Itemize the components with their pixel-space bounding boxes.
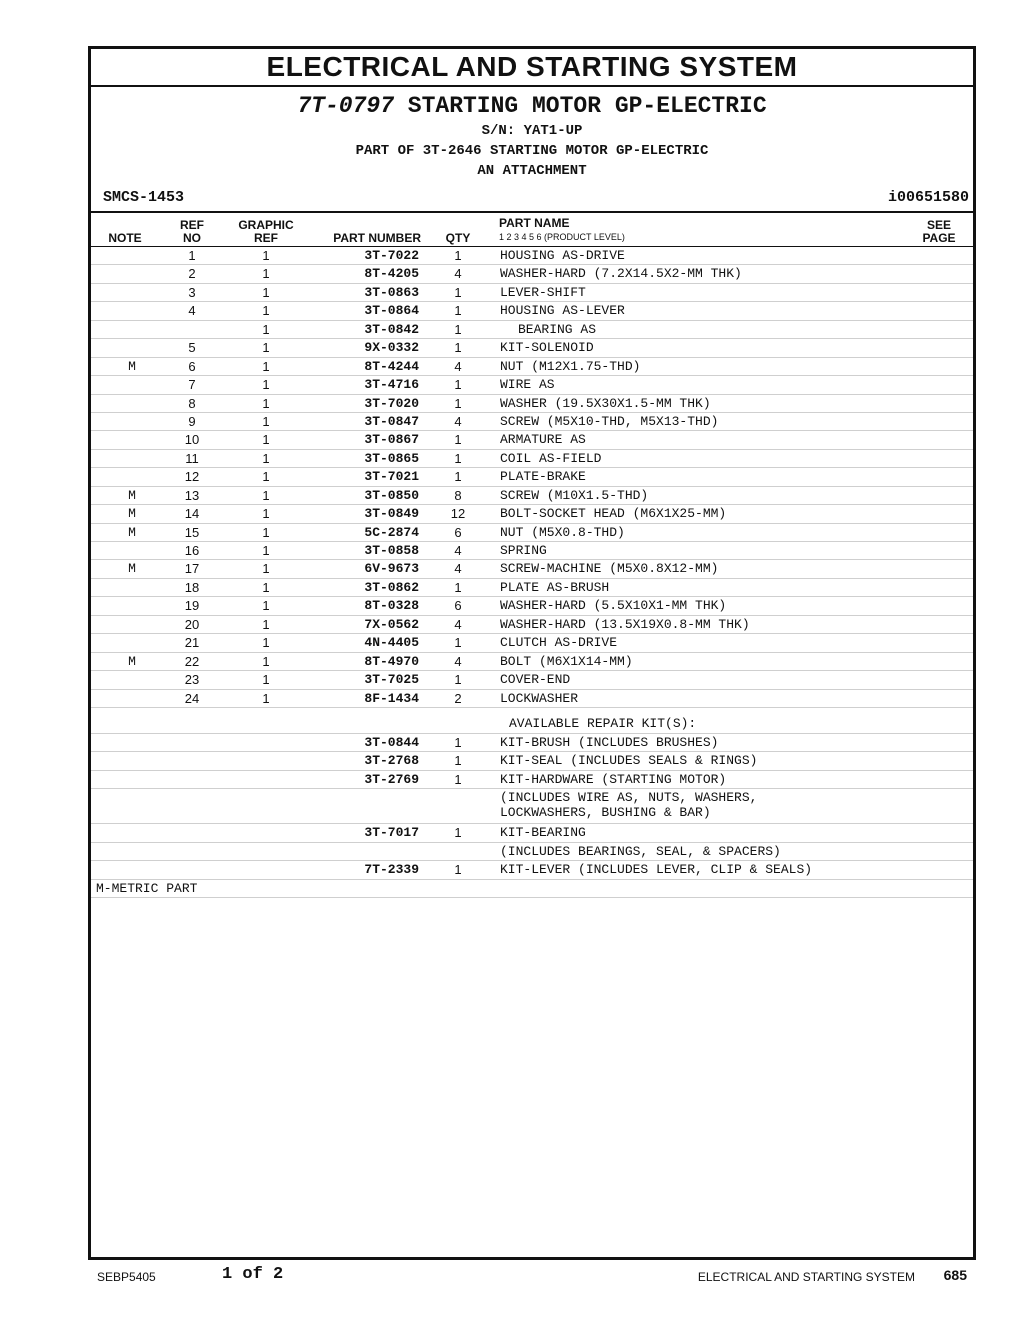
ref-no-cell: 17: [184, 561, 200, 577]
ref-no-cell: 11: [185, 450, 199, 466]
kit-qty-cell: 1: [454, 862, 462, 878]
kit-row: [91, 824, 973, 842]
graphic-ref-cell: 1: [262, 672, 270, 688]
qty-cell: 4: [454, 616, 462, 632]
ref-no-cell: 2: [188, 266, 196, 282]
ref-no-cell: 1: [188, 248, 196, 263]
table-row: [91, 597, 973, 615]
qty-cell: 4: [454, 413, 462, 429]
part-number-cell: 3T-7020: [364, 395, 419, 411]
qty-cell: 4: [454, 358, 462, 374]
kit-row: [91, 789, 973, 824]
kit-row: [91, 771, 973, 789]
part-number-cell: 8T-4244: [364, 358, 419, 374]
table-row: [91, 579, 973, 597]
footer-page-number: 685: [943, 1267, 967, 1283]
part-name-cell: WIRE AS: [500, 377, 555, 393]
part-number-cell: 3T-0850: [364, 487, 419, 503]
table-row: [91, 690, 973, 708]
ref-no-cell: 9: [188, 413, 196, 429]
qty-cell: 1: [454, 450, 462, 466]
ref-no-cell: 7: [188, 377, 196, 393]
ref-no-cell: 5: [188, 340, 196, 356]
graphic-ref-cell: 1: [262, 303, 270, 319]
footer-doc-id: SEBP5405: [97, 1270, 156, 1284]
part-of-line: PART OF 3T-2646 STARTING MOTOR GP-ELECTRIC: [355, 143, 709, 159]
table-row: [91, 671, 973, 689]
part-number-cell: 6V-9673: [364, 561, 419, 577]
qty-cell: 12: [450, 506, 466, 522]
part-number-cell: 3T-4716: [364, 377, 419, 393]
kit-name-cell: KIT-HARDWARE (STARTING MOTOR): [500, 771, 727, 787]
part-name-cell: COVER-END: [500, 672, 571, 688]
table-row: [91, 634, 973, 652]
section-title: ELECTRICAL AND STARTING SYSTEM: [91, 49, 973, 87]
part-name-cell: WASHER (19.5X30X1.5-MM THK): [500, 395, 711, 411]
graphic-ref-cell: 1: [262, 284, 270, 300]
graphic-ref-cell: 1: [262, 524, 270, 540]
note-cell: M: [128, 487, 136, 503]
graphic-ref-cell: 1: [262, 653, 270, 669]
part-number-cell: 4N-4405: [364, 635, 419, 651]
qty-cell: 1: [454, 672, 462, 688]
col-see-bottom: PAGE: [922, 231, 956, 245]
ref-no-cell: 4: [188, 303, 196, 319]
qty-cell: 1: [454, 377, 462, 393]
graphic-ref-cell: 1: [262, 690, 270, 706]
table-row: [91, 653, 973, 671]
part-number-cell: 3T-0849: [364, 506, 419, 522]
note-cell: M: [128, 506, 136, 522]
note-legend-row: [91, 880, 973, 898]
group-title: [91, 93, 973, 119]
table-row: [91, 339, 973, 357]
part-name-cell: CLUTCH AS-DRIVE: [500, 635, 618, 651]
qty-cell: 1: [454, 395, 462, 411]
part-name-cell: KIT-SOLENOID: [500, 340, 594, 356]
table-row: [91, 321, 973, 339]
part-number-cell: 3T-0864: [364, 303, 419, 319]
graphic-ref-cell: 1: [262, 248, 270, 263]
part-name-cell: SPRING: [500, 543, 547, 558]
qty-cell: 1: [454, 432, 462, 448]
graphic-ref-cell: 1: [262, 579, 270, 595]
ref-no-cell: 12: [184, 469, 200, 485]
kit-qty-cell: 1: [454, 734, 462, 750]
table-row: [91, 505, 973, 523]
note-cell: M: [128, 358, 136, 374]
part-name-cell: HOUSING AS-LEVER: [500, 303, 625, 319]
ref-no-cell: 15: [184, 524, 200, 540]
ref-no-cell: 3: [188, 284, 196, 300]
graphic-ref-cell: 1: [262, 377, 270, 393]
qty-cell: 4: [454, 266, 462, 282]
table-row: [91, 524, 973, 542]
graphic-ref-cell: 1: [262, 487, 270, 503]
col-part-name: PART NAME: [499, 216, 570, 230]
kit-row: [91, 861, 973, 879]
ref-no-cell: 14: [184, 506, 200, 522]
col-part-number: PART NUMBER: [333, 231, 421, 245]
kit-qty-cell: 1: [454, 825, 462, 841]
kit-name-cell: (INCLUDES BEARINGS, SEAL, & SPACERS): [500, 843, 781, 859]
part-name-cell: ARMATURE AS: [500, 432, 586, 448]
part-name-cell: WASHER-HARD (5.5X10X1-MM THK): [500, 598, 727, 614]
qty-cell: 2: [454, 690, 462, 706]
graphic-ref-cell: 1: [262, 598, 270, 614]
graphic-ref-cell: 1: [262, 616, 270, 632]
kit-qty-cell: 1: [454, 753, 462, 769]
kit-name-cell: (INCLUDES WIRE AS, NUTS, WASHERS, LOCKWASHERS, BUSHING & BAR): [500, 790, 758, 821]
qty-cell: 1: [454, 321, 462, 337]
illustration-id: i00651580: [887, 189, 969, 206]
part-number-cell: 3T-0865: [364, 450, 419, 466]
qty-cell: 1: [454, 248, 462, 263]
part-name-cell: WASHER-HARD (13.5X19X0.8-MM THK): [500, 616, 750, 632]
col-ref-top: REF: [180, 218, 204, 232]
kit-name-cell: KIT-BRUSH (INCLUDES BRUSHES): [500, 734, 719, 750]
graphic-ref-cell: 1: [262, 469, 270, 485]
qty-cell: 6: [454, 598, 462, 614]
table-row: [91, 395, 973, 413]
kit-qty-cell: 1: [454, 771, 462, 787]
table-row: [91, 487, 973, 505]
kit-part-number-cell: 3T-2768: [364, 753, 419, 769]
kit-name-cell: KIT-LEVER (INCLUDES LEVER, CLIP & SEALS): [500, 862, 813, 878]
part-name-cell: LOCKWASHER: [500, 690, 579, 706]
parts-table: [91, 247, 973, 898]
part-name-cell: SCREW-MACHINE (M5X0.8X12-MM): [500, 561, 719, 577]
qty-cell: 1: [454, 340, 462, 356]
footer-section: ELECTRICAL AND STARTING SYSTEM: [697, 1270, 915, 1284]
part-number-cell: 9X-0332: [364, 340, 419, 356]
group-name: STARTING MOTOR GP-ELECTRIC: [407, 93, 767, 119]
part-number-cell: 3T-7022: [364, 248, 419, 263]
table-row: [91, 616, 973, 634]
kit-row: [91, 843, 973, 861]
col-qty: QTY: [445, 231, 471, 245]
qty-cell: 6: [454, 524, 462, 540]
graphic-ref-cell: 1: [262, 321, 270, 337]
col-graphic-top: GRAPHIC: [238, 218, 294, 232]
col-note: NOTE: [108, 231, 142, 245]
table-row: [91, 265, 973, 283]
kit-part-number-cell: 3T-0844: [364, 734, 419, 750]
note-cell: M: [128, 524, 136, 540]
graphic-ref-cell: 1: [262, 358, 270, 374]
repair-kit-heading-row: [91, 708, 973, 734]
table-row: [91, 376, 973, 394]
kit-part-number-cell: 3T-2769: [364, 771, 419, 787]
graphic-ref-cell: 1: [262, 635, 270, 651]
part-number-cell: 3T-0847: [364, 413, 419, 429]
part-number-cell: 3T-0842: [364, 321, 419, 337]
part-number-cell: 8F-1434: [364, 690, 419, 706]
part-name-cell: BOLT-SOCKET HEAD (M6X1X25-MM): [500, 506, 727, 522]
product-level-scale: 1 2 3 4 5 6 (PRODUCT LEVEL): [499, 232, 625, 242]
header-divider: [91, 211, 973, 213]
graphic-ref-cell: 1: [262, 561, 270, 577]
serial-number: S/N: YAT1-UP: [481, 123, 583, 139]
qty-cell: 1: [454, 303, 462, 319]
part-name-cell: WASHER-HARD (7.2X14.5X2-MM THK): [500, 266, 742, 282]
qty-cell: 4: [454, 653, 462, 669]
note-cell: M: [128, 561, 136, 577]
part-number-cell: 3T-0858: [364, 543, 419, 558]
qty-cell: 1: [454, 284, 462, 300]
repair-kit-heading: AVAILABLE REPAIR KIT(S):: [509, 715, 697, 731]
kit-part-number-cell: 7T-2339: [364, 862, 419, 878]
graphic-ref-cell: 1: [262, 395, 270, 411]
group-number: 7T-0797: [297, 93, 394, 119]
attachment-line: AN ATTACHMENT: [477, 163, 587, 179]
ref-no-cell: 10: [184, 432, 200, 448]
part-number-cell: 7X-0562: [364, 616, 419, 632]
table-row: [91, 450, 973, 468]
part-name-cell: COIL AS-FIELD: [500, 450, 602, 466]
table-row: [91, 302, 973, 320]
graphic-ref-cell: 1: [262, 340, 270, 356]
graphic-ref-cell: 1: [262, 543, 270, 558]
part-number-cell: 8T-4205: [364, 266, 419, 282]
ref-no-cell: 18: [184, 579, 200, 595]
table-row: [91, 413, 973, 431]
ref-no-cell: 21: [184, 635, 200, 651]
part-name-cell: BOLT (M6X1X14-MM): [500, 653, 633, 669]
smcs-code: SMCS-1453: [103, 189, 185, 206]
table-row: [91, 560, 973, 578]
part-name-cell: SCREW (M10X1.5-THD): [500, 487, 649, 503]
ref-no-cell: 24: [184, 690, 200, 706]
table-row: [91, 284, 973, 302]
table-row: [91, 468, 973, 486]
qty-cell: 1: [454, 635, 462, 651]
col-ref-bottom: NO: [183, 231, 201, 245]
ref-no-cell: 8: [188, 395, 196, 411]
graphic-ref-cell: 1: [262, 266, 270, 282]
graphic-ref-cell: 1: [262, 432, 270, 448]
col-graphic-bottom: REF: [254, 231, 278, 245]
part-number-cell: 8T-0328: [364, 598, 419, 614]
kit-row: [91, 752, 973, 770]
part-number-cell: 3T-0863: [364, 284, 419, 300]
kit-name-cell: KIT-BEARING: [500, 825, 586, 841]
ref-no-cell: 23: [184, 672, 200, 688]
footer-page-of: 1 of 2: [222, 1265, 284, 1284]
table-row: [91, 542, 973, 560]
ref-no-cell: 13: [184, 487, 200, 503]
graphic-ref-cell: 1: [262, 506, 270, 522]
part-number-cell: 3T-0867: [364, 432, 419, 448]
part-number-cell: 3T-7021: [364, 469, 419, 485]
part-name-cell: NUT (M12X1.75-THD): [500, 358, 641, 374]
qty-cell: 4: [454, 561, 462, 577]
part-name-cell: LEVER-SHIFT: [500, 284, 586, 300]
ref-no-cell: 19: [184, 598, 200, 614]
note-legend: M-METRIC PART: [96, 880, 198, 896]
part-name-cell: SCREW (M5X10-THD, M5X13-THD): [500, 413, 719, 429]
table-row: [91, 431, 973, 449]
part-number-cell: 8T-4970: [364, 653, 419, 669]
qty-cell: 1: [454, 469, 462, 485]
part-number-cell: 3T-0862: [364, 579, 419, 595]
part-name-cell: HOUSING AS-DRIVE: [500, 248, 625, 263]
qty-cell: 1: [454, 579, 462, 595]
part-name-cell: BEARING AS: [518, 321, 597, 337]
part-name-cell: NUT (M5X0.8-THD): [500, 524, 625, 540]
part-number-cell: 3T-7025: [364, 672, 419, 688]
qty-cell: 8: [454, 487, 462, 503]
col-see-top: SEE: [926, 218, 951, 232]
parts-page-frame: [88, 46, 976, 1260]
table-row: [91, 247, 973, 265]
part-name-cell: PLATE-BRAKE: [500, 469, 586, 485]
ref-no-cell: 6: [188, 358, 196, 374]
kit-part-number-cell: 3T-7017: [364, 825, 419, 841]
graphic-ref-cell: 1: [262, 450, 270, 466]
ref-no-cell: 22: [184, 653, 200, 669]
part-number-cell: 5C-2874: [364, 524, 419, 540]
ref-no-cell: 20: [184, 616, 200, 632]
part-name-cell: PLATE AS-BRUSH: [500, 579, 610, 595]
qty-cell: 4: [454, 543, 462, 558]
kit-row: [91, 734, 973, 752]
graphic-ref-cell: 1: [262, 413, 270, 429]
kit-name-cell: KIT-SEAL (INCLUDES SEALS & RINGS): [500, 753, 758, 769]
table-row: [91, 358, 973, 376]
note-cell: M: [128, 653, 136, 669]
ref-no-cell: 16: [184, 543, 200, 558]
